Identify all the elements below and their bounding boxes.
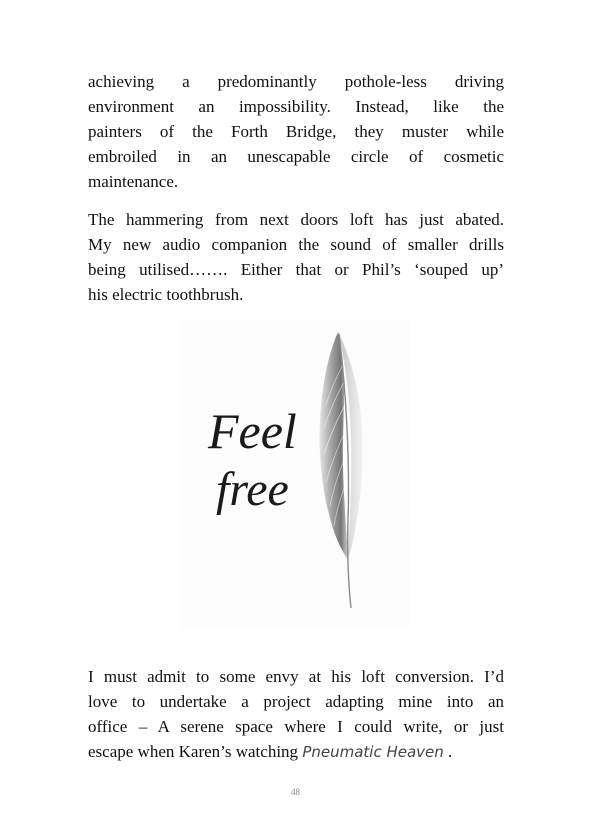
text-line: painters of the Forth Bridge, they muster while: [88, 122, 504, 141]
text-segment: escape when Karen’s watching: [88, 742, 303, 761]
text-line: achieving a predominantly pothole-less driving: [88, 72, 504, 91]
text-line: The hammering from next doors loft has just abated.: [88, 210, 504, 229]
text-line: love to undertake a project adapting mine into an: [88, 692, 504, 711]
paragraph-loft-conversion: [88, 664, 504, 765]
text-line: [88, 739, 504, 765]
text-line: embroiled in an unescapable circle of cosmetic: [88, 147, 504, 166]
text-line: environment an impossibility. Instead, like the: [88, 97, 504, 116]
title-pneumatic-heaven: Pneumatic Heaven: [302, 743, 444, 761]
feel-free-feather-image: [180, 320, 410, 628]
text-line: his electric toothbrush.: [88, 285, 244, 304]
free-text: free: [216, 463, 289, 516]
text-line: I must admit to some envy at his loft conversion. I’d: [88, 667, 504, 686]
feel-text: Feel: [208, 403, 297, 459]
text-line: maintenance.: [88, 172, 179, 191]
text-segment: .: [443, 742, 453, 761]
page-number: 48: [291, 787, 300, 797]
paragraph-pothole-maintenance: [88, 69, 504, 194]
text-line: My new audio companion the sound of smaller drills: [88, 235, 504, 254]
text-line: being utilised……. Either that or Phil’s ‘souped up’: [88, 260, 504, 279]
text-line: office – A serene space where I could write, or just: [88, 717, 504, 736]
paragraph-hammering: [88, 207, 504, 307]
feather-illustration: [180, 320, 410, 628]
